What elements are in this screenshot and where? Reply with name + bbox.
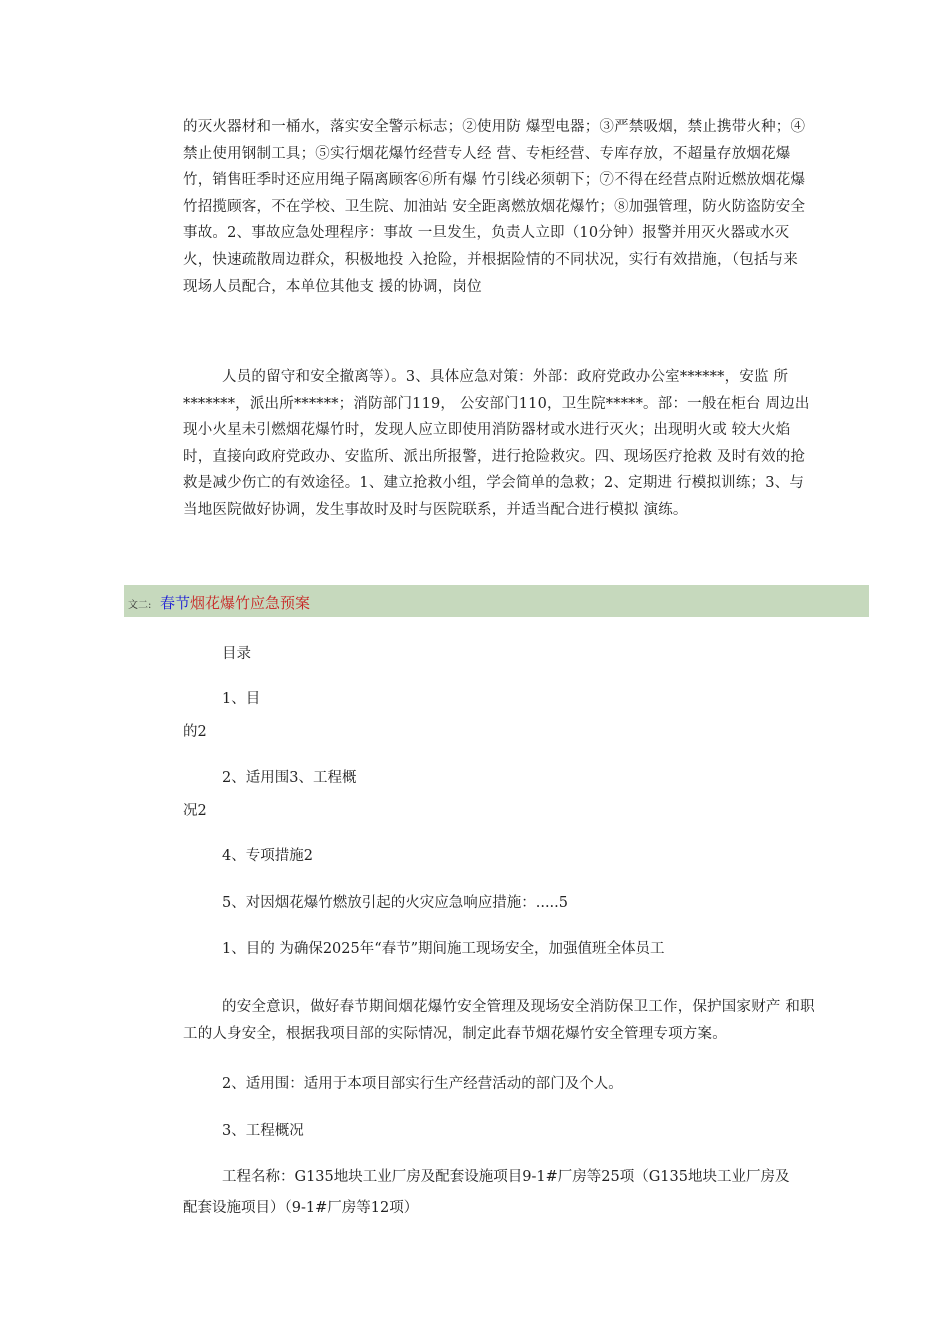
toc-item-4: 4、专项措施2 xyxy=(222,848,313,864)
text-line: *******，派出所******；消防部门119， 公安部门110，卫生院*****。部：一般在柜台 周边出 xyxy=(183,395,810,412)
text-line: 竹招揽顾客，不在学校、卫生院、加油站 安全距离燃放烟花爆竹；⑧加强管理，防火防盗防安全 xyxy=(183,198,806,215)
purpose-line: 1、目的 为确保2025年“春节”期间施工现场安全，加强值班全体员工 xyxy=(222,941,665,957)
text-line: 事故。2、事故应急处理程序：事故 一旦发生，负责人立即（10分钟）报警并用灭火器或水灭 xyxy=(183,225,790,242)
toc-item-2a: 2、适用围3、工程概 xyxy=(222,770,357,786)
scope-line: 2、适用围：适用于本项目部实行生产经营活动的部门及个人。 xyxy=(222,1076,623,1092)
text-line: 禁止使用钢制工具；⑤实行烟花爆竹经营专人经 营、专柜经营、专库存放，不超量存放烟花爆 xyxy=(183,145,791,162)
toc-item-2b: 况2 xyxy=(183,803,207,819)
emergency-measures-paragraph xyxy=(183,114,869,300)
banner-title-part1: 春节 xyxy=(160,594,191,612)
text-line: 人员的留守和安全撤离等）。3、具体应急对策：外部：政府党政办公室******，安监 所 xyxy=(222,369,789,385)
toc-item-1b: 的2 xyxy=(183,724,207,740)
toc-item-5: 5、对因烟花爆竹燃放引起的火灾应急响应措施：.....5 xyxy=(222,895,568,911)
banner-title-part2: 烟花爆竹应急预案 xyxy=(190,594,311,612)
emergency-response-paragraph xyxy=(183,364,869,524)
text-line: 救是减少伤亡的有效途径。1、建立抢救小组，学会简单的急救；2、定期进 行模拟训练；3、与 xyxy=(183,475,805,492)
project-name-line-cont: 配套设施项目）（9-1#厂房等12项） xyxy=(183,1200,419,1216)
section-banner xyxy=(124,585,869,617)
text-line: 现场人员配合，本单位其他支 援的协调，岗位 xyxy=(183,278,482,295)
text-line: 现小火星未引燃烟花爆竹时，发现人应立即使用消防器材或水进行灭火；出现明火或 较大火焰 xyxy=(183,422,791,439)
text-line: 竹，销售旺季时还应用绳子隔离顾客⑥所有爆 竹引线必须朝下；⑦不得在经营点附近燃放烟花爆 xyxy=(183,172,806,189)
banner-title xyxy=(160,592,310,613)
text-line: 的灭火器材和一桶水，落实安全警示标志；②使用防 爆型电器；③严禁吸烟，禁止携带火种；④ xyxy=(183,119,806,135)
purpose-paragraph xyxy=(183,994,862,1047)
project-name-line: 工程名称：G135地块工业厂房及配套设施项目9-1#厂房等25项（G135地块工业厂房及 xyxy=(222,1169,790,1185)
toc-item-1a: 1、目 xyxy=(222,691,261,707)
overview-heading: 3、工程概况 xyxy=(222,1123,304,1139)
text-line: 的安全意识，做好春节期间烟花爆竹安全管理及现场安全消防保卫工作，保护国家财产 和职 xyxy=(222,999,815,1015)
toc-heading: 目录 xyxy=(222,646,251,662)
text-line: 时，直接向政府党政办、安监所、派出所报警，进行抢险救灾。四、现场医疗抢救 及时有效的抢 xyxy=(183,448,806,465)
text-line: 当地医院做好协调，发生事故时及时与医院联系，并适当配合进行模拟 演练。 xyxy=(183,501,688,518)
banner-prefix: 文二: xyxy=(128,600,152,611)
text-line: 工的人身安全，根据我项目部的实际情况，制定此春节烟花爆竹安全管理专项方案。 xyxy=(183,1025,727,1042)
text-line: 火，快速疏散周边群众，积极地投 入抢险，并根据险情的不同状况，实行有效措施，（包括与来 xyxy=(183,251,798,268)
